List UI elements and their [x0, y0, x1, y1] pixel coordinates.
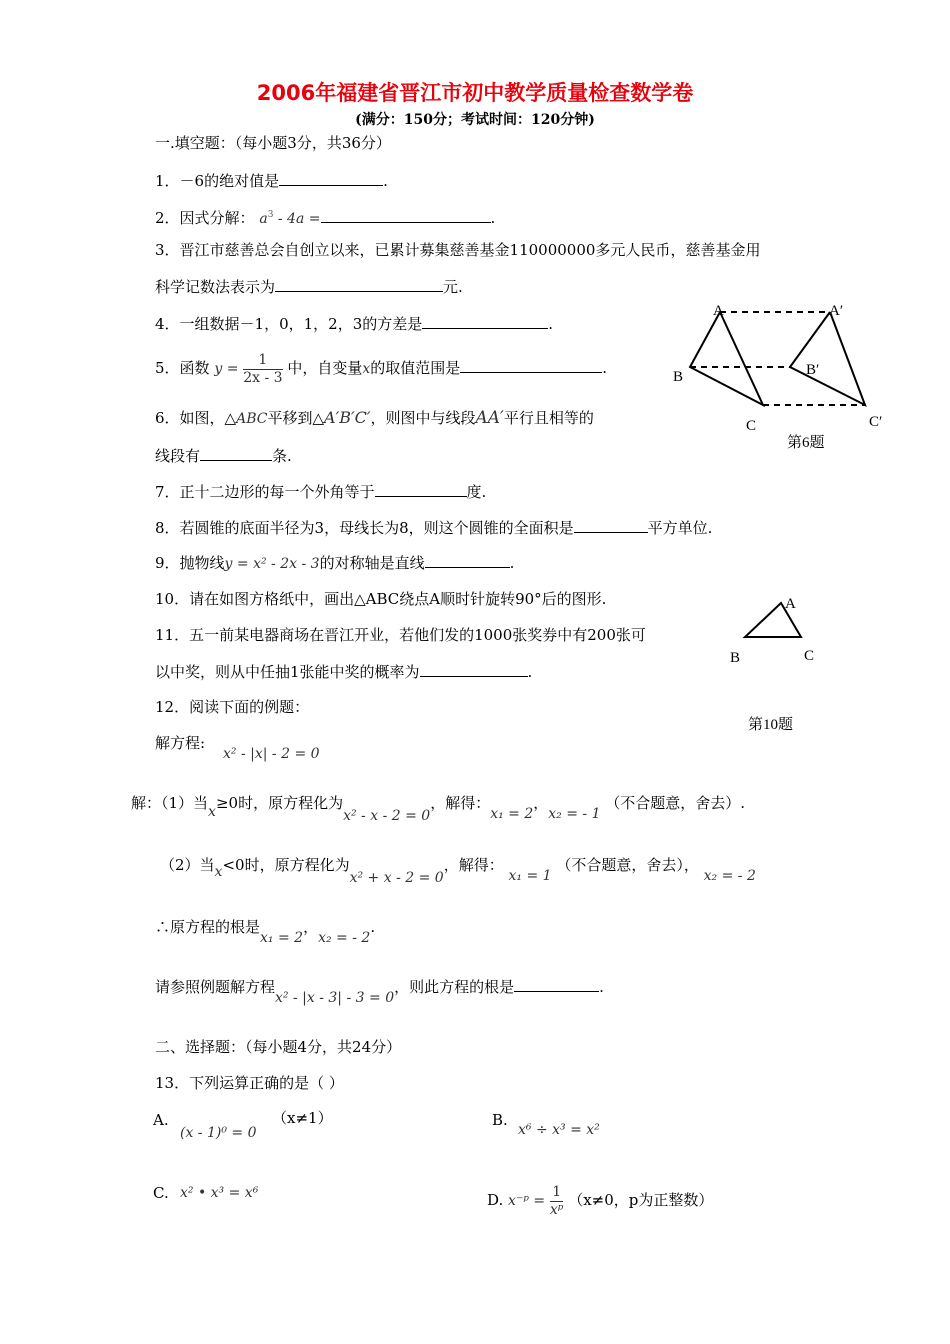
q5-mid: 中，自变量	[287, 359, 363, 377]
question-11-line2	[155, 661, 532, 682]
question-2	[155, 205, 495, 229]
q7-text: 7．正十二边形的每一个外角等于	[155, 483, 375, 501]
q9-rest: 的对称轴是直线	[319, 554, 425, 572]
fig6-label-a-prime: A′	[829, 303, 844, 319]
q12-task-eq: x² - |x - 3| - 3 = 0	[275, 990, 395, 1006]
q12-roots: ∴原方程的根是x₁ = 2，x₂ = - 2.	[155, 918, 376, 946]
q6-line1-b: 平移到△	[267, 409, 325, 427]
q3-line2: 科学记数法表示为	[155, 278, 276, 296]
fig10-label-c: C	[804, 648, 815, 664]
figure-6	[660, 295, 900, 455]
q6-end: 条.	[272, 447, 292, 465]
q6-abc-prime: A′B′C′	[324, 408, 371, 427]
q4-blank[interactable]	[422, 313, 548, 329]
q5-blank[interactable]	[460, 357, 602, 373]
q2-text: 2．因式分解：	[155, 209, 255, 227]
q11-line1: 11．五一前某电器商场在晋江开业，若他们发的1000张奖券中有200张可	[155, 626, 646, 644]
q12-root-end: .	[370, 918, 376, 936]
q12-root-1: x₁ = 2	[260, 930, 304, 946]
q12-equation: x² - |x| - 2 = 0	[223, 746, 320, 762]
fig6-label-b-prime: B′	[806, 362, 820, 378]
q5-rest: 的取值范围是	[370, 359, 461, 377]
q13-optD-fraction	[550, 1184, 564, 1219]
q12-sol2-var: x	[214, 864, 223, 880]
fig10-label-a: A	[785, 596, 796, 612]
q13-optC-label[interactable]: C.	[153, 1184, 169, 1202]
q11-blank[interactable]	[420, 661, 528, 677]
q12-sol2-root1: x₁ = 1	[508, 868, 552, 884]
fig6-label-a: A	[713, 303, 724, 319]
q12-sol1-c: ，解得：	[430, 794, 491, 812]
q5-numerator: 1	[243, 352, 282, 370]
q13-optC-expr: x² • x³ = x⁶	[180, 1185, 259, 1201]
q2-expr-rest: - 4a =	[273, 211, 321, 227]
q12-task-b: ，则此方程的根是	[394, 978, 515, 996]
q12-task	[155, 976, 604, 1006]
q12-sol1-eq: x² - x - 2 = 0	[343, 808, 431, 824]
q6-segment-aa: AA′	[475, 408, 504, 428]
q12-task-a: 请参照例题解方程	[155, 978, 276, 996]
q12-solution-1: 解：（1）当x≥0时，原方程化为x² - x - 2 = 0，解得：x₁ = 2，x₂ = - 1 （不合题意，舍去）.	[131, 794, 746, 824]
q8-end: 平方单位.	[647, 519, 713, 537]
q6-blank[interactable]	[200, 445, 272, 461]
q12-solution-2	[160, 855, 756, 886]
fig6-label-c-prime: C′	[869, 414, 883, 430]
q2-blank[interactable]	[321, 207, 491, 223]
question-9	[155, 552, 514, 574]
fig6-caption: 第6题	[787, 435, 825, 451]
question-7	[155, 481, 486, 502]
q13-optA-expr: (x - 1)⁰ = 0	[180, 1125, 257, 1141]
question-3-line2	[155, 276, 463, 297]
q6-line1-a: 6．如图，△	[155, 409, 237, 427]
q3-line1: 3．晋江市慈善总会自创立以来，已累计募集慈善基金110000000多元人民币，慈善基金用	[155, 241, 761, 259]
q2-end: .	[490, 209, 496, 227]
page-subtitle: (满分：150分；考试时间：120分钟)	[355, 112, 595, 128]
q4-text: 4．一组数据－1，0，1，2，3的方差是	[155, 315, 423, 333]
question-4	[155, 313, 553, 334]
question-6-line1	[155, 408, 594, 429]
q12-sol2-d: （不合题意，舍去），	[556, 856, 699, 874]
q12-solve-label: 解方程:	[155, 734, 206, 752]
q7-blank[interactable]	[375, 481, 467, 497]
page-title: 2006年福建省晋江市初中教学质量检查数学卷	[256, 81, 694, 105]
question-6-line2	[155, 445, 292, 466]
section1-heading: 一.填空题：（每小题3分，共36分）	[155, 134, 391, 152]
q12-root-2: x₂ = - 2	[318, 930, 371, 946]
q12-sol1-root2: x₂ = - 1	[548, 806, 601, 822]
q12-sol1-root1: x₁ = 2	[490, 806, 534, 822]
q5-end: .	[602, 359, 608, 377]
q9-text: 9．抛物线	[155, 554, 225, 572]
q8-text: 8．若圆锥的底面半径为3，母线长为8，则这个圆锥的全面积是	[155, 519, 574, 537]
q3-blank[interactable]	[275, 276, 443, 292]
fig10-label-b: B	[730, 650, 741, 666]
q8-blank[interactable]	[574, 517, 648, 533]
q12-root-a: ∴原方程的根是	[155, 918, 261, 936]
q3-end: 元.	[443, 278, 463, 296]
q11-end: .	[527, 663, 533, 681]
q13-optD-label[interactable]: D.	[487, 1191, 504, 1209]
question-8	[155, 517, 712, 538]
q5-denominator: 2x - 3	[243, 369, 283, 386]
q1-blank[interactable]	[279, 170, 383, 186]
fig6-label-b: B	[673, 369, 684, 385]
q9-expr: y = x² - 2x - 3	[224, 556, 320, 572]
question-5	[155, 350, 607, 387]
q13-optA-label[interactable]: A.	[153, 1111, 169, 1129]
q12-blank[interactable]	[514, 976, 599, 992]
q13-optB-label[interactable]: B.	[492, 1111, 508, 1129]
q12-sol1-var: x	[208, 804, 216, 820]
q12-sol2-a: （2）当	[160, 856, 215, 874]
q6-line1-d: 平行且相等的	[503, 409, 594, 427]
q5-fraction	[243, 352, 282, 387]
q2-expr-var: a	[259, 211, 268, 227]
q1-text: 1．－6的绝对值是	[155, 172, 280, 190]
q6-line2: 线段有	[155, 447, 201, 465]
q10-text: 10．请在如图方格纸中，画出△ABC绕点A顺时针旋转90°后的图形.	[155, 590, 607, 608]
q12-sol2-c: ，解得：	[443, 856, 504, 874]
q2-exponent: 3	[267, 210, 274, 220]
q13-optD-num: 1	[550, 1184, 564, 1202]
q12-sol2-b: <0时，原方程化为	[222, 856, 350, 874]
q4-end: .	[548, 315, 554, 333]
fig6-label-c: C	[746, 418, 757, 434]
q13-optD-den: xᵖ	[549, 1201, 564, 1218]
q13-optD-lhs: x⁻ᵖ =	[508, 1193, 546, 1209]
fig10-caption: 第10题	[748, 717, 794, 733]
q13-optD-cond: （x≠0，p为正整数）	[568, 1191, 714, 1209]
q12-sol1-d: （不合题意，舍去）.	[605, 794, 746, 812]
q11-line2: 以中奖，则从中任抽1张能中奖的概率为	[155, 663, 420, 681]
q12-sol2-eq: x² + x - 2 = 0	[349, 870, 444, 886]
figure-10	[735, 595, 815, 645]
q12-heading: 12．阅读下面的例题：	[155, 698, 310, 716]
q12-sol1-a: 解：（1）当	[131, 794, 209, 812]
question-1	[155, 170, 388, 191]
q13-optB-expr: x⁶ ÷ x³ = x²	[518, 1122, 600, 1138]
q12-sol2-root2: x₂ = - 2	[703, 868, 756, 884]
q7-end: 度.	[466, 483, 487, 501]
q13-optD	[487, 1182, 713, 1219]
q13-optA-cond: （x≠1）	[272, 1109, 333, 1127]
triangle-abc	[690, 312, 763, 405]
triangle-abc-prime	[790, 312, 865, 405]
q5-lhs: y =	[214, 361, 239, 377]
q9-end: .	[509, 554, 515, 572]
q1-end: .	[383, 172, 388, 190]
q5-text: 5．函数	[155, 359, 210, 377]
q5-var: x	[362, 361, 371, 377]
q12-sol1-b: ≥0时，原方程化为	[215, 794, 344, 812]
q9-blank[interactable]	[425, 552, 510, 568]
q13-text: 13．下列运算正确的是（ ）	[155, 1074, 344, 1092]
q6-line1-c: ，则图中与线段	[370, 409, 476, 427]
q12-task-end: .	[599, 978, 604, 996]
section2-heading: 二、选择题：（每小题4分，共24分）	[155, 1038, 402, 1056]
q6-abc: ABC	[236, 411, 268, 427]
